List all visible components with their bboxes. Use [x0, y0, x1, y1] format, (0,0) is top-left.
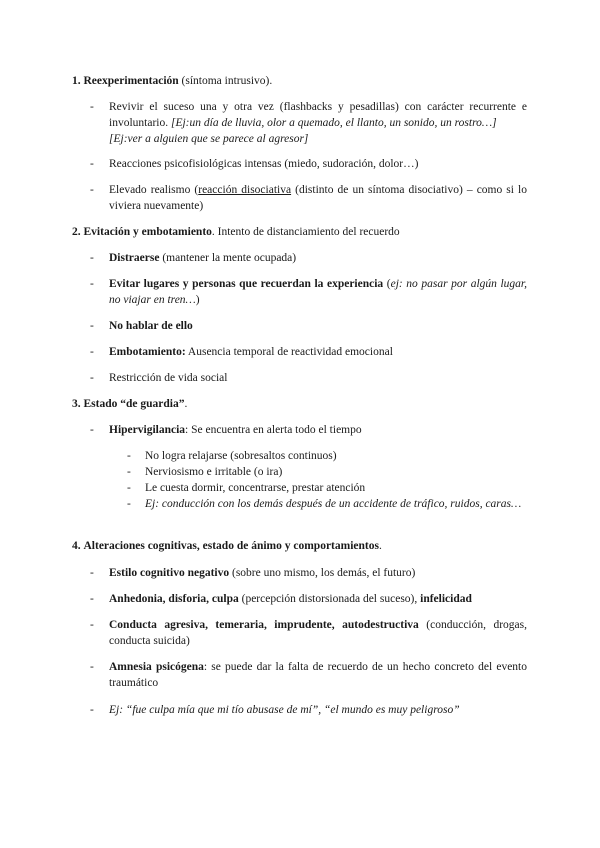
bullet-dash: - [90, 619, 94, 631]
bullet-dash: - [90, 320, 94, 332]
section-subtitle: (síntoma intrusivo). [178, 75, 273, 87]
example-text: [Ej:ver a alguien que se parece al agresor] [109, 133, 309, 145]
bullet-dash: - [90, 704, 94, 716]
section-4-heading [72, 538, 532, 554]
example-text: Ej: conducción con los demás después de un accidente de tráfico, ruidos, caras… [145, 498, 522, 510]
list-item-text: Amnesia psicógena: se puede dar la falta de recuerdo de un hecho concreto del evento traumático [109, 661, 527, 689]
sub-list-item-text [145, 496, 527, 512]
section-2-heading [72, 224, 532, 240]
list-item-text: Revivir el suceso una y otra vez (flashbacks y pesadillas) con carácter recurrente e involuntario. [Ej:un día de lluvia, olor a quemado, el llanto, un sonido, un rostro…] [Ej:ver a alguien que se parece al agresor] [109, 101, 527, 145]
section-number: 1. [72, 75, 81, 87]
bullet-dash: - [90, 424, 94, 436]
section-title: Alteraciones cognitivas, estado de ánimo y comportamientos [83, 540, 379, 552]
bullet-dash: - [90, 593, 94, 605]
section-title: Estado “de guardia” [83, 398, 185, 410]
list-item-text: Reacciones psicofisiológicas intensas (miedo, sudoración, dolor…) [109, 158, 419, 170]
list-item-text: Hipervigilancia: Se encuentra en alerta todo el tiempo [109, 424, 362, 436]
list-item-text: Conducta agresiva, temeraria, imprudente, autodestructiva (conducción, drogas, conducta suicida) [109, 619, 528, 647]
bullet-dash: - [90, 101, 94, 113]
list-item-text: Estilo cognitivo negativo (sobre uno mismo, los demás, el futuro) [109, 567, 416, 579]
bullet-dash: - [127, 466, 131, 478]
bullet-dash: - [90, 372, 94, 384]
example-text: Ej: “fue culpa mía que mi tío abusase de mí”, “el mundo es muy peligroso” [109, 704, 460, 716]
example-text: [Ej:un día de lluvia, olor a quemado, el llanto, un sonido, un rostro…] [170, 117, 497, 129]
bullet-dash: - [90, 158, 94, 170]
section-number: 3. [72, 398, 81, 410]
list-item-text: Embotamiento: Ausencia temporal de reactividad emocional [109, 346, 393, 358]
list-item-text: Elevado realismo (reacción disociativa (distinto de un síntoma disociativo) – como si lo viviera nuevamente) [109, 184, 527, 212]
list-item-text: Anhedonia, disforia, culpa (percepción distorsionada del suceso), infelicidad [109, 593, 472, 605]
section-title: Reexperimentación [83, 75, 179, 87]
bullet-dash: - [90, 278, 94, 290]
list-item-text [109, 702, 527, 718]
bullet-dash: - [127, 450, 131, 462]
bullet-dash: - [127, 482, 131, 494]
list-item-text: Restricción de vida social [109, 372, 228, 384]
sub-list-item-text: Nerviosismo e irritable (o ira) [145, 466, 283, 478]
sub-list-item-text: Le cuesta dormir, concentrarse, prestar atención [145, 482, 366, 494]
bullet-dash: - [127, 498, 131, 510]
bullet-dash: - [90, 252, 94, 264]
underlined-term: reacción disociativa [198, 184, 292, 196]
bullet-dash: - [90, 184, 94, 196]
section-1-heading [72, 73, 532, 89]
bullet-dash: - [90, 567, 94, 579]
section-title: Evitación y embotamiento [83, 226, 212, 238]
section-subtitle: . [378, 540, 382, 552]
section-number: 4. [72, 540, 81, 552]
example-text: ej: no pasar por algún lugar, no viajar en tren… [109, 278, 527, 306]
list-item-text: No hablar de ello [109, 320, 193, 332]
list-item-text: Evitar lugares y personas que recuerdan la experiencia (ej: no pasar por algún lugar, no viajar en tren…) [109, 278, 527, 306]
section-3-heading [72, 396, 532, 412]
section-subtitle: . [184, 398, 188, 410]
sub-list-item-text: No logra relajarse (sobresaltos continuos) [145, 450, 337, 462]
section-number: 2. [72, 226, 81, 238]
section-subtitle: . Intento de distanciamiento del recuerdo [211, 226, 400, 238]
bullet-dash: - [90, 346, 94, 358]
list-item-text: Distraerse (mantener la mente ocupada) [109, 252, 297, 264]
bullet-dash: - [90, 661, 94, 673]
